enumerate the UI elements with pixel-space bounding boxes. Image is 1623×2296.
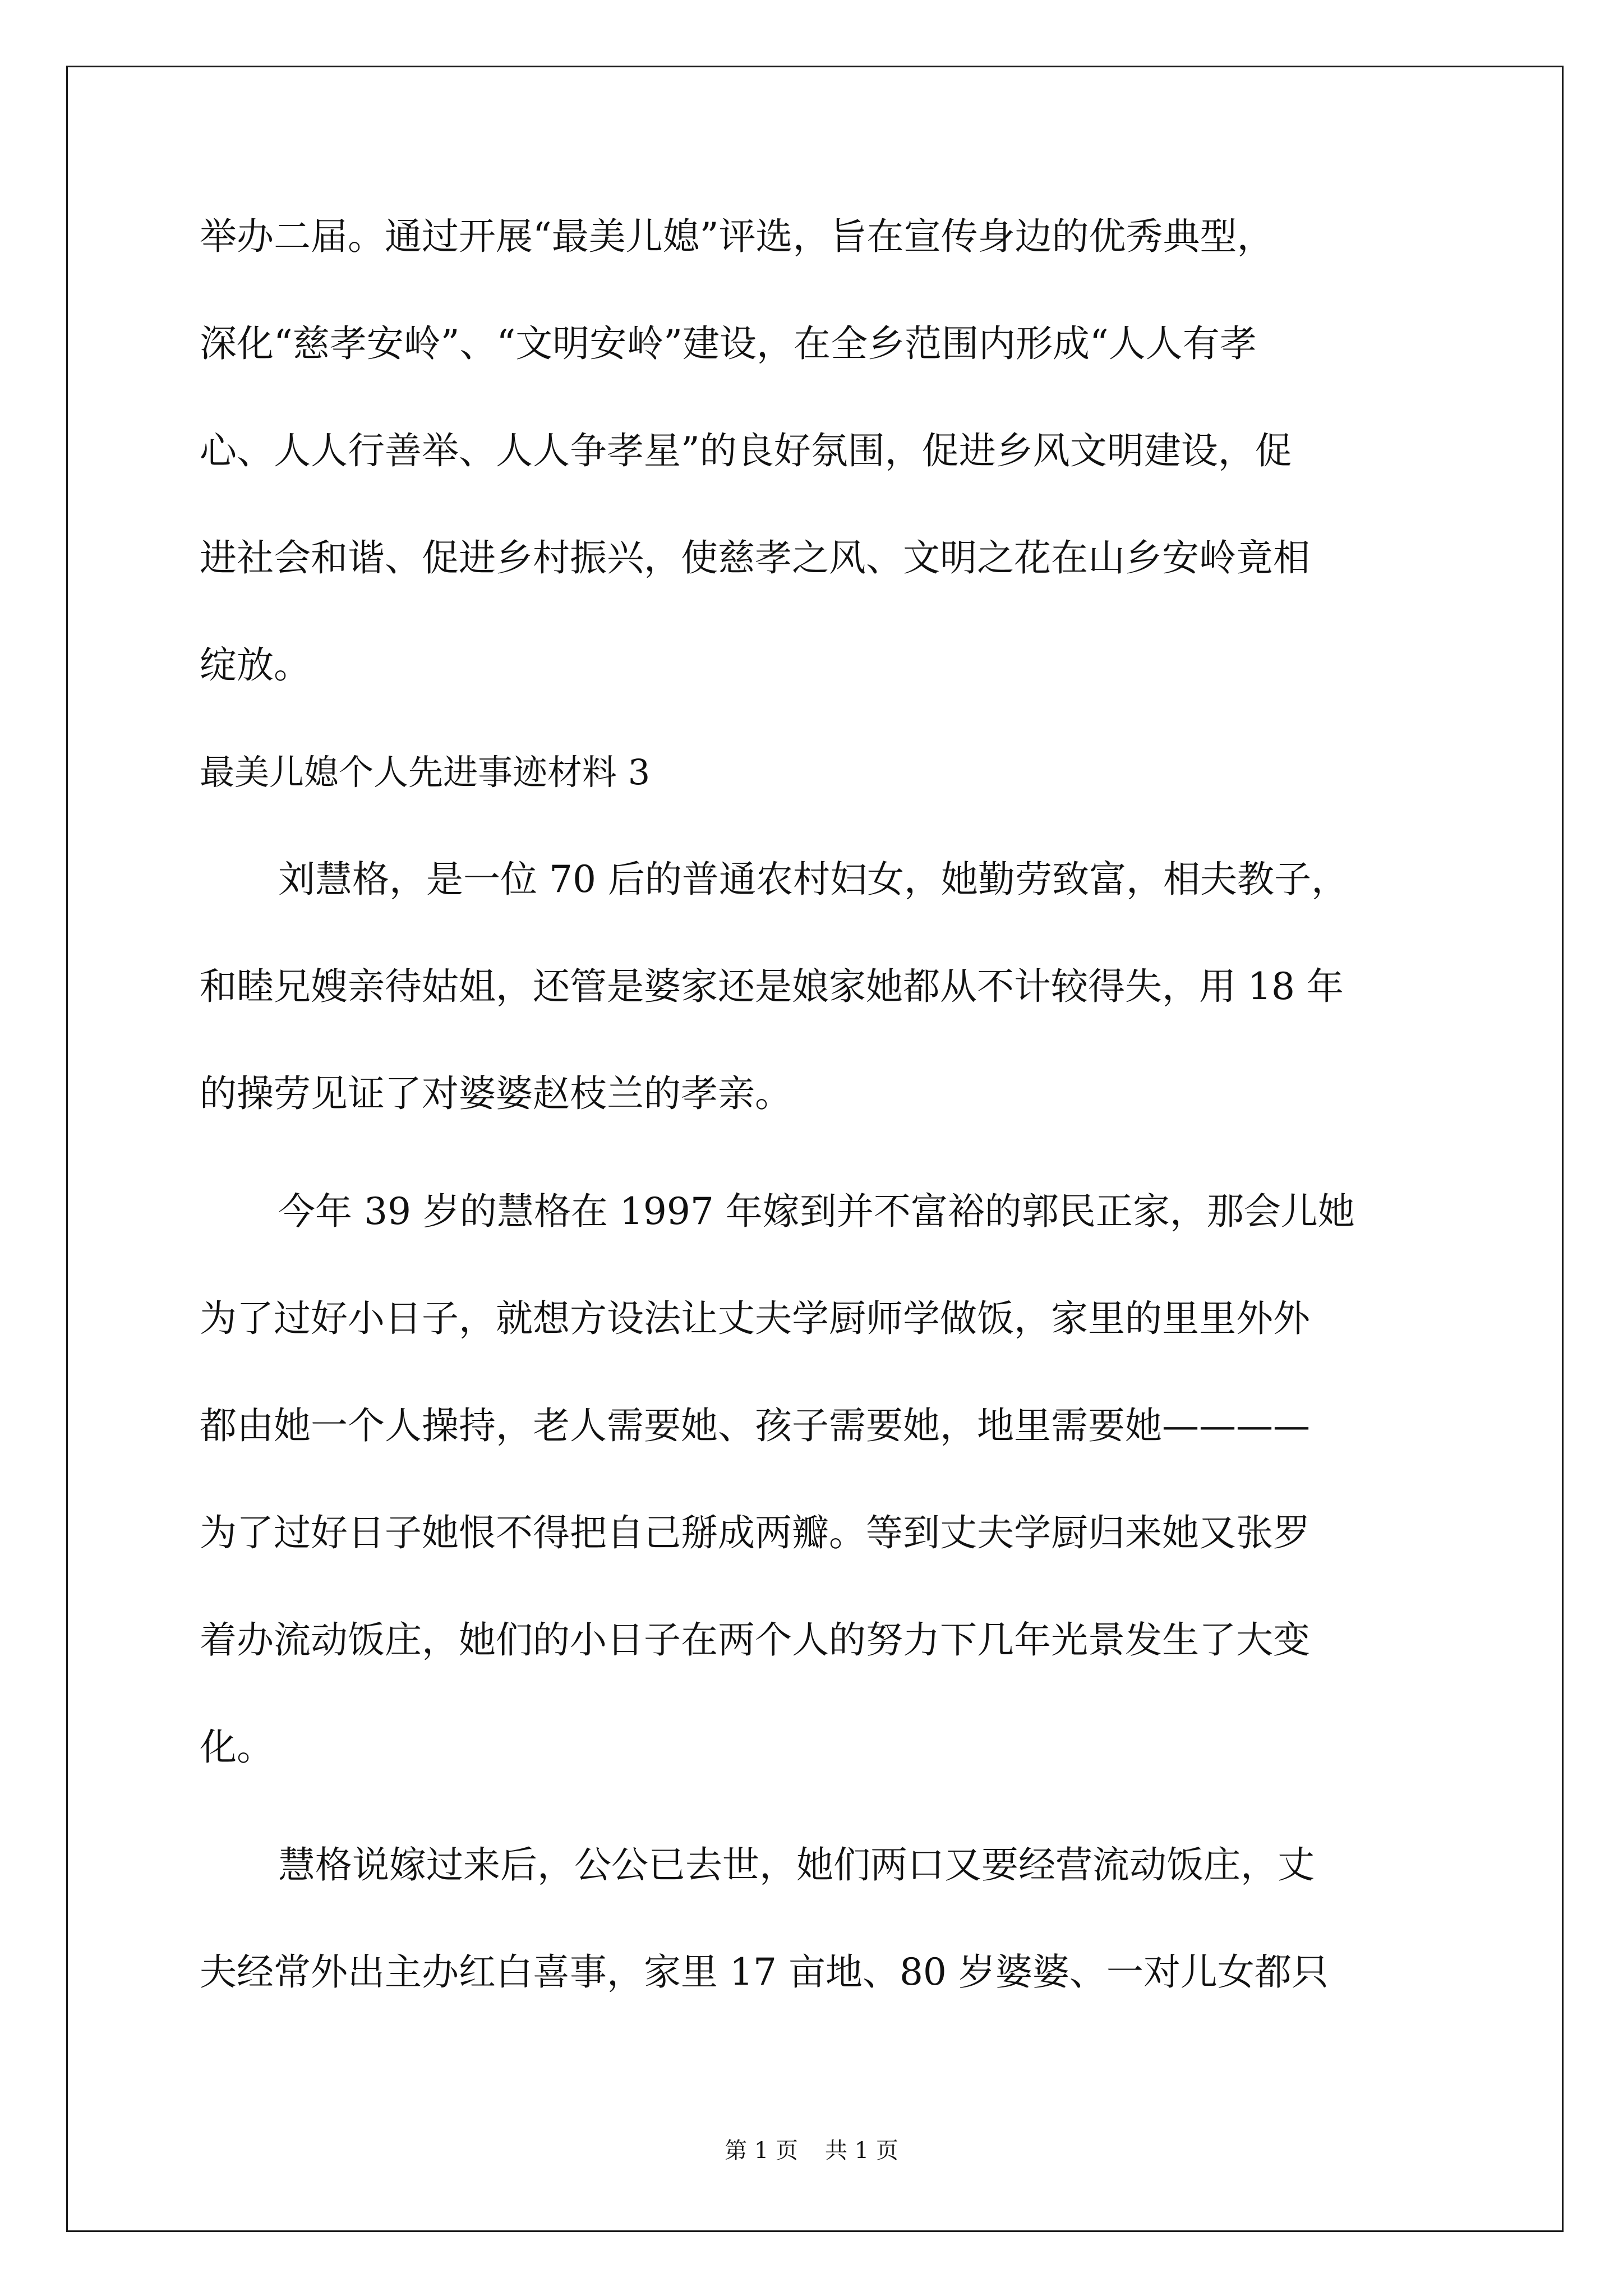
paragraph-line: 绽放。 xyxy=(200,643,311,687)
paragraph-line: 和睦兄嫂亲待姑姐，还管是婆家还是娘家她都从不计较得失，用 18 年 xyxy=(200,965,1344,1008)
paragraph-line: 慧格说嫁过来后，公公已去世，她们两口又要经营流动饭庄，丈 xyxy=(278,1843,1315,1887)
paragraph-line: 都由她一个人操持，老人需要她、孩子需要她，地里需要她———— xyxy=(200,1404,1310,1447)
paragraph-line: 心、人人行善举、人人争孝星”的良好氛围，促进乡风文明建设，促 xyxy=(200,429,1292,472)
section-heading: 最美儿媳个人先进事迹材料 3 xyxy=(200,752,651,793)
paragraph-line: 的操劳见证了对婆婆赵枝兰的孝亲。 xyxy=(200,1072,792,1115)
paragraph-line: 今年 39 岁的慧格在 1997 年嫁到并不富裕的郭民正家，那会儿她 xyxy=(278,1190,1355,1233)
paragraph-line: 为了过好小日子，就想方设法让丈夫学厨师学做饭，家里的里里外外 xyxy=(200,1297,1310,1340)
paragraph-line: 化。 xyxy=(200,1726,274,1769)
paragraph-line: 夫经常外出主办红白喜事，家里 17 亩地、80 岁婆婆、一对儿女都只 xyxy=(200,1950,1329,1994)
page-number: 第 1 页 xyxy=(725,2138,798,2164)
paragraph-line: 进社会和谐、促进乡村振兴，使慈孝之风、文明之花在山乡安岭竟相 xyxy=(200,536,1310,579)
paragraph-line: 深化“慈孝安岭”、“文明安岭”建设，在全乡范围内形成“人人有孝 xyxy=(200,322,1257,365)
page-footer xyxy=(0,2137,1623,2164)
page-total: 共 1 页 xyxy=(825,2138,898,2164)
paragraph-line: 为了过好日子她恨不得把自己掰成两瓣。等到丈夫学厨归来她又张罗 xyxy=(200,1511,1310,1554)
document-body xyxy=(200,217,1461,2059)
paragraph-line: 举办二届。通过开展“最美儿媳”评选，旨在宣传身边的优秀典型， xyxy=(200,215,1274,258)
paragraph-line: 刘慧格，是一位 70 后的普通农村妇女，她勤劳致富，相夫教子， xyxy=(278,858,1348,901)
paragraph-line: 着办流动饭庄，她们的小日子在两个人的努力下几年光景发生了大变 xyxy=(200,1618,1310,1662)
